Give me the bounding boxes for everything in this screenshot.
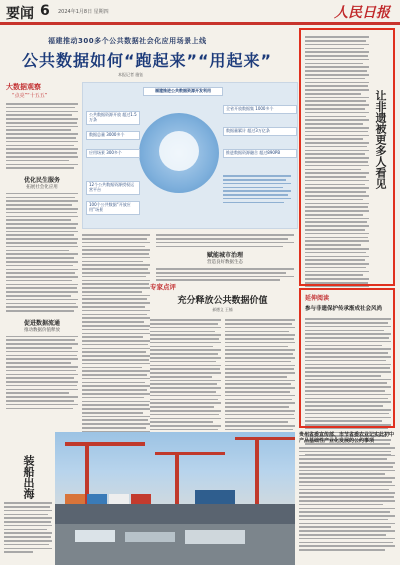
page-header [0, 0, 400, 25]
bottom-vertical-title: 装船出海 [22, 455, 35, 499]
infographic-item: 12个公共数据资源授权运营平台 [86, 181, 140, 195]
issue-date: 2024年1月8日 星期四 [58, 9, 109, 15]
right-news-box [299, 288, 395, 428]
cargo [185, 530, 245, 544]
left-text-block-2 [6, 193, 78, 312]
crane-boom [65, 442, 145, 446]
infographic-item: 数据量累计 超过3万亿条 [223, 127, 297, 136]
crane-tower [255, 437, 259, 512]
left-column [6, 82, 78, 411]
truck [195, 490, 235, 504]
news-title: 参与非遗保护传承渐成社会风尚 [305, 306, 383, 312]
container [109, 494, 129, 504]
container [131, 494, 151, 504]
ship-hull [55, 504, 295, 524]
infographic-item: 100个公共数据“开放应用”场景 [86, 201, 140, 215]
news-tag: 延伸阅读 [305, 295, 330, 302]
bottom-right-news [299, 432, 395, 565]
infographic-item: 应用场景 300多个 [86, 149, 140, 158]
editorial-byline: 郝德义 王楠 [212, 307, 233, 312]
container [65, 494, 85, 504]
infographic-globe-core [159, 131, 199, 171]
container [87, 494, 107, 504]
infographic-item: 数据总量 3000多个 [86, 131, 140, 140]
left-tag-sub: “点亮”“十五五” [12, 93, 48, 99]
infographic-item: 全省开放数据集 1000多个 [223, 105, 297, 114]
infographic-item: 公共数据资源开放 超过1.5万条 [86, 111, 140, 125]
lead-kicker: 福建推动300多个公共数据社会化应用场景上线 [48, 37, 207, 45]
mid-subhead-a: 赋能城市治理 营造良好数据生态 [206, 252, 243, 266]
crane-boom [155, 452, 225, 455]
lead-headline: 公共数据如何“跑起来”“用起来” [22, 51, 273, 70]
mid-column-left [82, 232, 150, 428]
right-vertical-title: 让非遗被更多人看见 [374, 90, 387, 189]
port-photo [55, 432, 295, 565]
crane-boom [235, 437, 295, 440]
bottom-news-text [299, 447, 395, 551]
mid-column-right-top [156, 232, 294, 280]
left-subhead-2: 促进数据流通 推动数据价值释放 [23, 319, 60, 333]
cargo [125, 532, 175, 542]
lead-byline: 本报记者 施钰 [118, 72, 144, 77]
bottom-left-caption [4, 500, 52, 555]
infographic-item: 推进数据资源融合 超过890PB [223, 149, 297, 158]
left-text-block-1 [6, 103, 78, 169]
left-text-block-3 [6, 336, 78, 409]
page-number: 6 [40, 3, 50, 19]
bottom-news-title: 贵州省委宣传部、市节省委农业记实此初中产品基础性产业化发展的公约事项 [299, 432, 395, 444]
right-feature-box [299, 28, 395, 286]
header-rule [0, 22, 400, 24]
infographic [82, 82, 298, 229]
infographic-title: 福建推进公共数据资源开发利用 [143, 87, 223, 96]
crane-tower [175, 452, 179, 512]
left-subhead-1: 优化民生服务 拓展社会化应用 [23, 176, 60, 190]
expert-editorial [150, 282, 295, 428]
left-tag: 大数据观察 [6, 83, 41, 91]
cargo [75, 530, 115, 542]
newspaper-logo: 人民日报 [334, 5, 390, 21]
infographic-text [223, 173, 291, 221]
expert-tag: 专家点评 [150, 283, 176, 291]
section-name: 要闻 [6, 6, 34, 22]
editorial-title: 充分释放公共数据价值 [177, 296, 268, 306]
